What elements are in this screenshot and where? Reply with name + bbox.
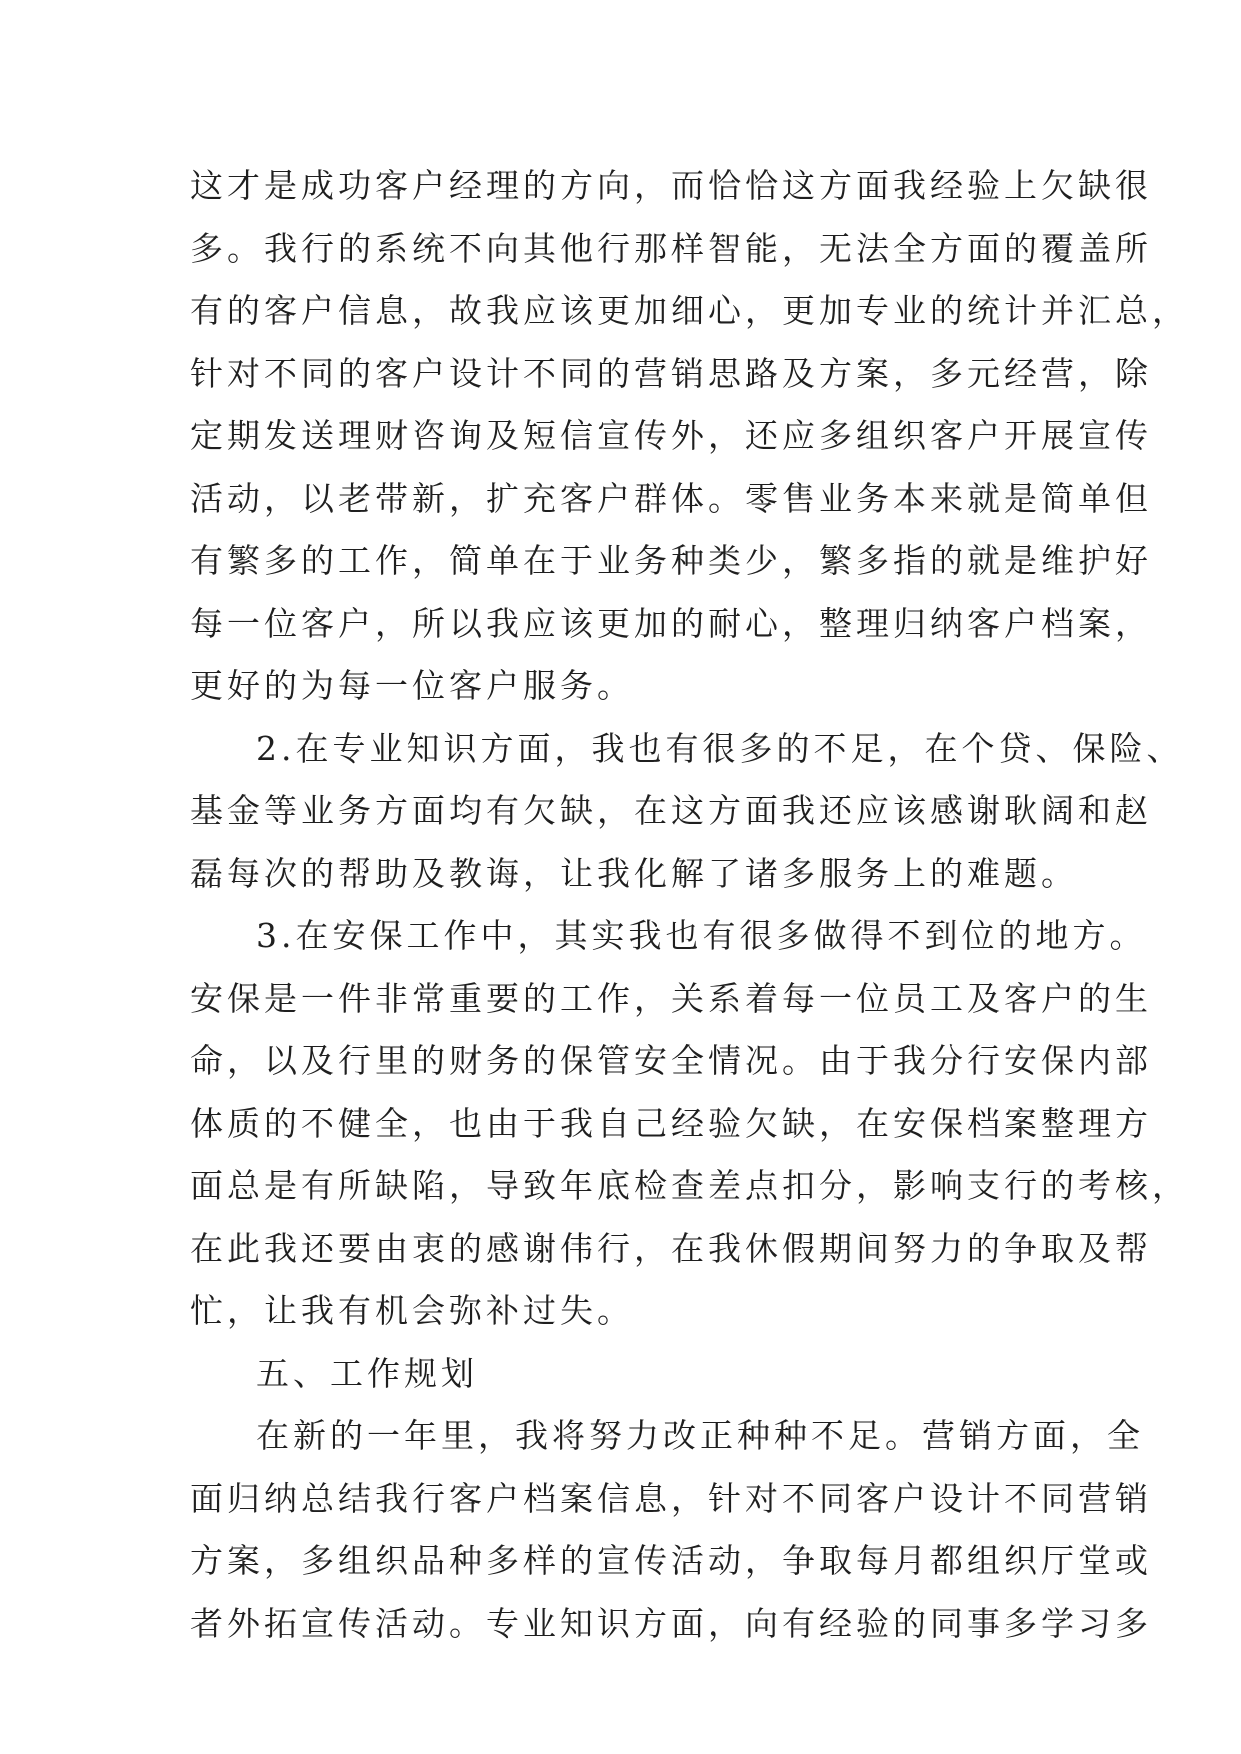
- document-body: [190, 155, 1189, 1655]
- text-line: 在此我还要由衷的感谢伟行，在我休假期间努力的争取及帮: [190, 1228, 1152, 1268]
- text-line: 面归纳总结我行客户档案信息，针对不同客户设计不同营销: [190, 1478, 1152, 1518]
- text-line: 在新的一年里，我将努力改正种种不足。营销方面，全: [256, 1416, 1144, 1455]
- section-heading: 五、工作规划: [256, 1353, 478, 1393]
- text-line: 面总是有所缺陷，导致年底检查差点扣分，影响支行的考核，: [190, 1166, 1189, 1205]
- text-line: 方案，多组织品种多样的宣传活动，争取每月都组织厅堂或: [190, 1541, 1152, 1580]
- text-line: 体质的不健全，也由于我自己经验欠缺，在安保档案整理方: [190, 1103, 1152, 1143]
- text-line: 忙，让我有机会弥补过失。: [190, 1291, 634, 1330]
- text-line: 磊每次的帮助及教诲，让我化解了诸多服务上的难题。: [190, 853, 1078, 893]
- text-line: 定期发送理财咨询及短信宣传外，还应多组织客户开展宣传: [190, 416, 1152, 455]
- text-line: 针对不同的客户设计不同的营销思路及方案，多元经营，除: [190, 353, 1152, 393]
- text-line: 更好的为每一位客户服务。: [190, 666, 634, 705]
- numbered-item-3: 3.在安保工作中，其实我也有很多做得不到位的地方。: [256, 916, 1147, 955]
- numbered-item-2: 2.在专业知识方面，我也有很多的不足，在个贷、保险、: [256, 728, 1184, 768]
- text-line: 有的客户信息，故我应该更加细心，更加专业的统计并汇总，: [190, 291, 1189, 330]
- text-line: 有繁多的工作，简单在于业务种类少，繁多指的就是维护好: [190, 541, 1152, 580]
- text-line: 者外拓宣传活动。专业知识方面，向有经验的同事多学习多: [190, 1603, 1152, 1643]
- text-line: 活动，以老带新，扩充客户群体。零售业务本来就是简单但: [190, 478, 1152, 518]
- text-line: 每一位客户，所以我应该更加的耐心，整理归纳客户档案，: [190, 603, 1152, 643]
- text-line: 安保是一件非常重要的工作，关系着每一位员工及客户的生: [190, 978, 1152, 1018]
- text-line: 多。我行的系统不向其他行那样智能，无法全方面的覆盖所: [190, 228, 1152, 268]
- text-line: 命，以及行里的财务的保管安全情况。由于我分行安保内部: [190, 1041, 1152, 1080]
- text-line: 这才是成功客户经理的方向，而恰恰这方面我经验上欠缺很: [190, 166, 1152, 205]
- text-line: 基金等业务方面均有欠缺，在这方面我还应该感谢耿阔和赵: [190, 791, 1152, 830]
